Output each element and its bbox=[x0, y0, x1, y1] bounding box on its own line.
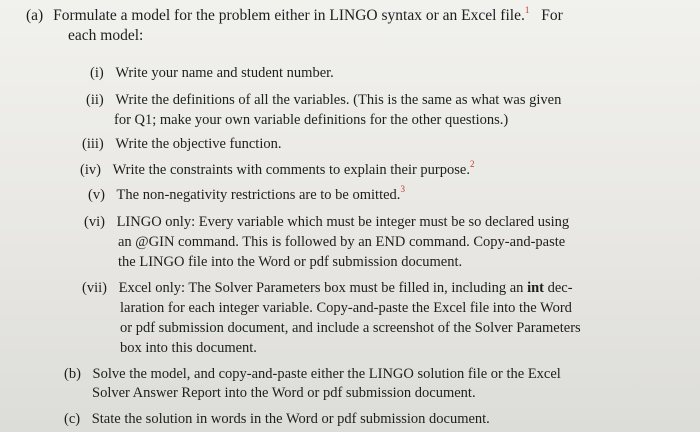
part-c-label: (c) bbox=[64, 411, 81, 427]
footnote-2: 2 bbox=[469, 159, 475, 169]
part-b-text-2: Solver Answer Report into the Word or pdf submission document. bbox=[92, 385, 476, 401]
item-iii-text: Write the objective function. bbox=[115, 136, 282, 152]
item-iv bbox=[80, 160, 474, 180]
item-ii-label: (ii) bbox=[86, 92, 104, 108]
part-a-tail: For bbox=[541, 7, 563, 24]
part-b-line1 bbox=[64, 364, 561, 384]
item-ii-text-1: Write the definitions of all the variables. (This is the same as what was given bbox=[115, 92, 562, 108]
item-vii-int-keyword: int bbox=[527, 280, 544, 296]
item-ii-text-2: for Q1; make your own variable definitions for the other questions.) bbox=[114, 112, 509, 128]
item-vi-text-2: an @GIN command. This is followed by an END command. Copy-and-paste bbox=[118, 234, 566, 250]
item-vii-text-1a: Excel only: The Solver Parameters box must be filled in, including an bbox=[118, 280, 528, 296]
item-vii bbox=[82, 278, 573, 298]
item-vii-label: (vii) bbox=[82, 280, 107, 296]
item-iii-label: (iii) bbox=[82, 136, 104, 152]
item-vii-text-1c: dec- bbox=[543, 280, 573, 296]
item-vii-text-3: or pdf submission document, and include a screenshot of the Solver Parameters bbox=[120, 320, 581, 336]
item-v bbox=[88, 185, 405, 205]
item-ii bbox=[86, 90, 561, 110]
item-i bbox=[90, 63, 334, 83]
part-a-line2: each model: bbox=[68, 27, 144, 44]
part-c-line1 bbox=[64, 409, 490, 429]
item-v-text: The non-negativity restrictions are to be omitted. bbox=[116, 187, 401, 203]
item-i-text: Write your name and student number. bbox=[115, 65, 334, 81]
footnote-1: 1 bbox=[524, 5, 530, 15]
item-vi-label: (vi) bbox=[84, 214, 105, 230]
part-b-text-1: Solve the model, and copy-and-paste either the LINGO solution file or the Excel bbox=[92, 366, 561, 382]
part-b-label: (b) bbox=[64, 366, 81, 382]
item-vi-text-1: LINGO only: Every variable which must be integer must be so declared using bbox=[116, 214, 570, 230]
part-a-label: (a) bbox=[26, 7, 44, 24]
item-iii bbox=[82, 134, 281, 154]
item-v-label: (v) bbox=[88, 187, 105, 203]
part-a-text: Formulate a model for the problem either in LINGO syntax or an Excel file. bbox=[53, 7, 525, 24]
part-a-line1 bbox=[26, 6, 563, 26]
item-vii-text-2: laration for each integer variable. Copy-and-paste the Excel file into the Word bbox=[120, 300, 572, 316]
footnote-3: 3 bbox=[400, 184, 405, 194]
item-iv-text: Write the constraints with comments to explain their purpose. bbox=[112, 162, 470, 178]
item-i-label: (i) bbox=[90, 65, 104, 81]
part-c-text: State the solution in words in the Word or pdf submission document. bbox=[91, 411, 490, 427]
item-vii-text-4: box into this document. bbox=[120, 340, 257, 356]
item-vi bbox=[84, 212, 569, 232]
item-iv-label: (iv) bbox=[80, 162, 101, 178]
item-vi-text-3: the LINGO file into the Word or pdf submission document. bbox=[118, 254, 463, 270]
